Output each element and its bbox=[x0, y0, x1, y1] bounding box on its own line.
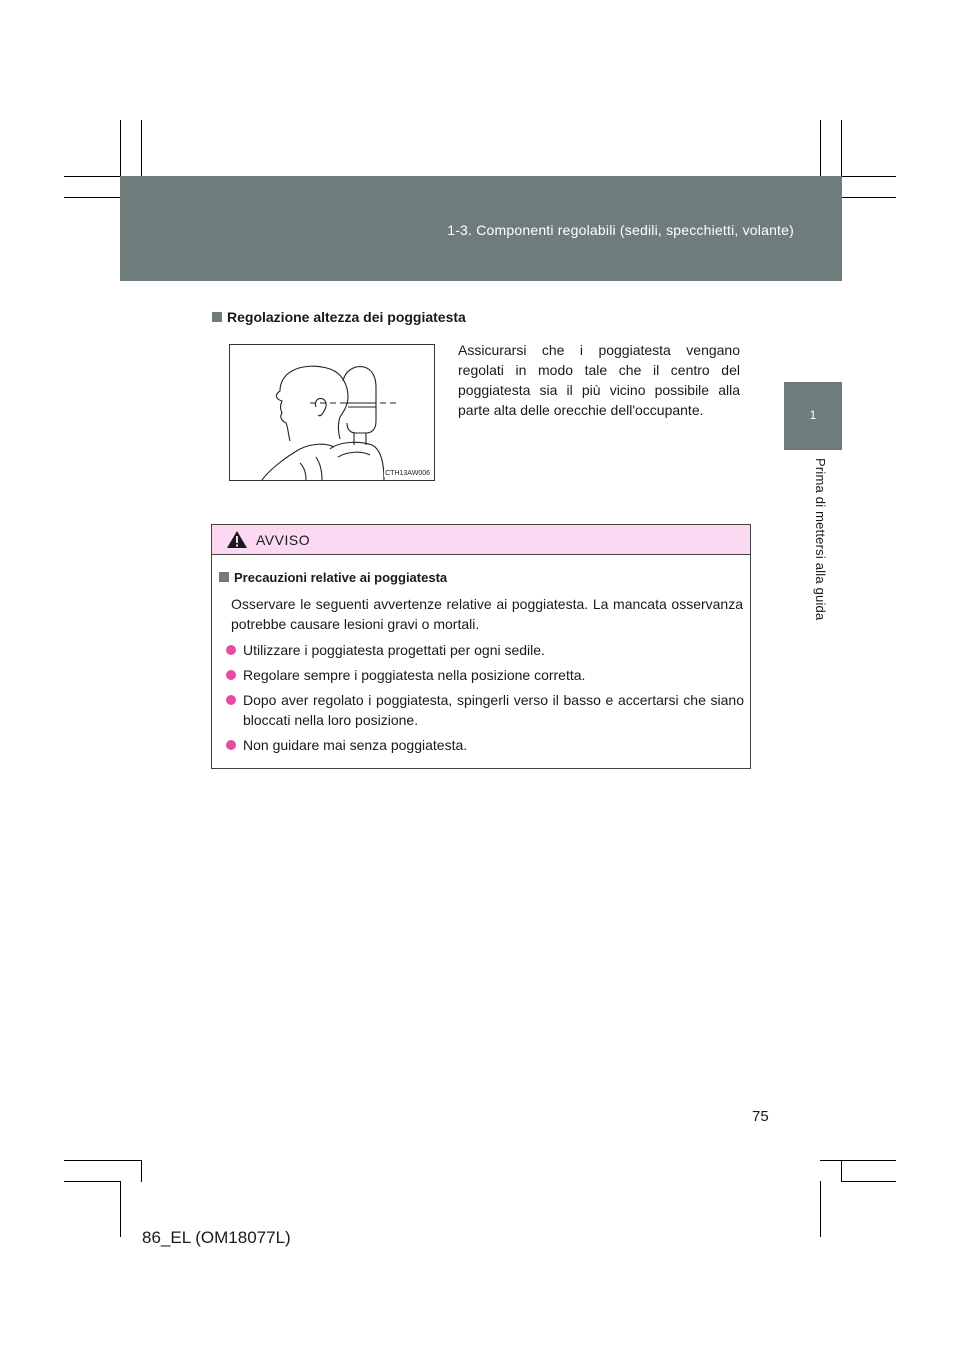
crop-mark bbox=[64, 176, 120, 177]
list-item-text: Dopo aver regolato i poggiatesta, spingerli verso il basso e accertarsi che siano bloccati nella loro posizione. bbox=[243, 692, 744, 728]
warning-title: AVVISO bbox=[256, 532, 311, 548]
header-section-title: 1-3. Componenti regolabili (sedili, specchietti, volante) bbox=[447, 222, 794, 238]
list-item bbox=[226, 665, 744, 685]
bullet-dot-icon bbox=[226, 695, 236, 705]
square-bullet-icon bbox=[219, 572, 229, 582]
chapter-tab bbox=[784, 382, 842, 450]
page-number: 75 bbox=[752, 1108, 769, 1125]
bullet-dot-icon bbox=[226, 740, 236, 750]
list-item bbox=[226, 735, 744, 755]
crop-mark bbox=[120, 1181, 121, 1237]
list-item-text: Non guidare mai senza poggiatesta. bbox=[243, 737, 468, 753]
section-title bbox=[212, 309, 466, 325]
crop-mark bbox=[64, 1160, 142, 1161]
crop-mark bbox=[841, 1160, 842, 1182]
headrest-illustration bbox=[229, 344, 435, 481]
crop-mark bbox=[842, 176, 896, 177]
bullet-dot-icon bbox=[226, 645, 236, 655]
crop-mark bbox=[64, 197, 120, 198]
crop-mark bbox=[841, 120, 842, 176]
warning-box bbox=[211, 524, 751, 769]
chapter-number: 1 bbox=[809, 408, 817, 422]
square-bullet-icon bbox=[212, 312, 222, 322]
warning-triangle-icon bbox=[226, 530, 248, 549]
warning-header bbox=[212, 525, 750, 555]
crop-mark bbox=[120, 120, 121, 176]
section-title-text: Regolazione altezza dei poggiatesta bbox=[227, 309, 466, 325]
crop-mark bbox=[842, 197, 896, 198]
list-item bbox=[226, 690, 744, 730]
bullet-dot-icon bbox=[226, 670, 236, 680]
warning-subtitle bbox=[219, 570, 447, 585]
list-item-text: Utilizzare i poggiatesta progettati per ogni sedile. bbox=[243, 642, 545, 658]
crop-mark bbox=[141, 120, 142, 176]
list-item-text: Regolare sempre i poggiatesta nella posizione corretta. bbox=[243, 667, 586, 683]
document-code: 86_EL (OM18077L) bbox=[142, 1228, 291, 1247]
list-item bbox=[226, 640, 744, 660]
crop-mark bbox=[820, 120, 821, 176]
figure-code: CTH13AW006 bbox=[385, 470, 430, 477]
crop-mark bbox=[820, 1181, 821, 1237]
head-profile-icon bbox=[230, 345, 434, 480]
crop-mark bbox=[64, 1181, 120, 1182]
chapter-header bbox=[120, 176, 842, 281]
crop-mark bbox=[141, 1160, 142, 1182]
crop-mark bbox=[842, 1181, 896, 1182]
crop-mark bbox=[820, 1160, 896, 1161]
warning-paragraph: Osservare le seguenti avvertenze relative ai poggiatesta. La mancata osservanza potrebbe causare lesioni gravi o mortali. bbox=[231, 596, 743, 632]
warning-subtitle-text: Precauzioni relative ai poggiatesta bbox=[234, 570, 448, 585]
chapter-label: Prima di mettersi alla guida bbox=[813, 458, 828, 621]
intro-paragraph: Assicurarsi che i poggiatesta vengano regolati in modo tale che il centro del poggiatesta sia il più vicino possibile alla parte alta delle orecchie dell'occupante. bbox=[458, 342, 740, 418]
